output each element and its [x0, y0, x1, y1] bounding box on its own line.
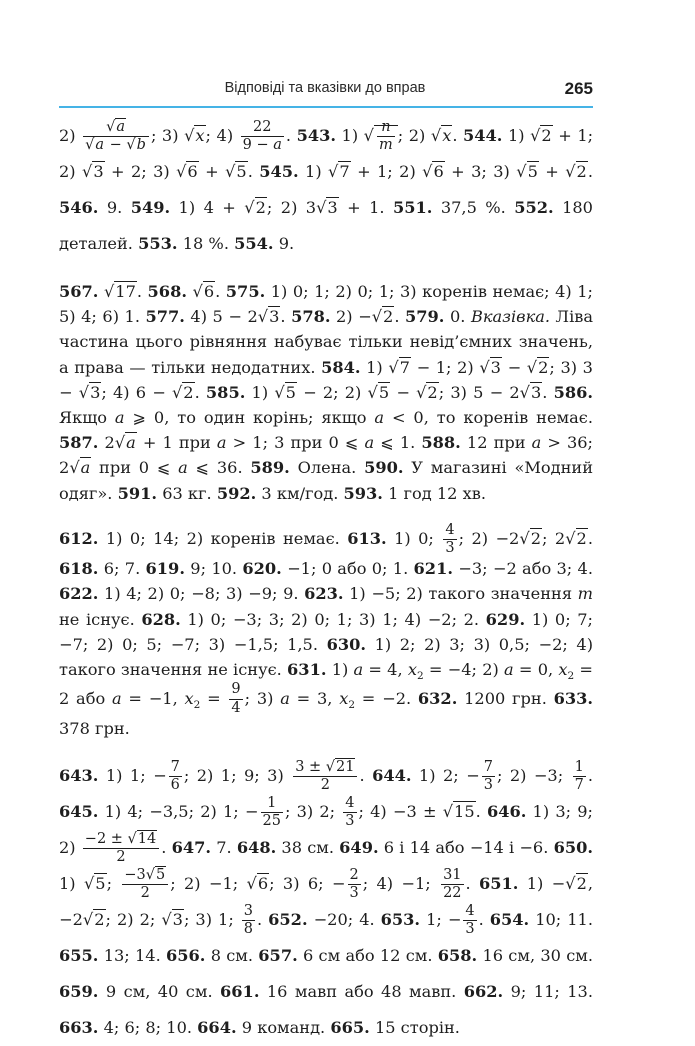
answers-block-1-text	[59, 118, 60, 119]
answers-block-3-typeset: 612. 1) 0; 14; 2) коренів немає. 613. 1) 0; $\frac{4}{3}$ ; 2) −2√2; 2√2. 618. 6; 7. 619. 9; 10. 620. −1; 0 або 0; 1. 621. −3; −2 або 3; 4. 622. 1) 4; 2) 0; −8; 3) −9; 9. 623. 1) −5; 2) такого значення m не існує. 628. 1) 0; −3; 3; 2) 0; 1; 3) 1; 4) −2; 2. 629. 1) 0; 7; −7; 2) 0; 5; −7; 3) −1,5; 1,5. 630. 1) 2; 2) 3; 3) 0,5; −2; 4) такого значення не існує. 631. 1) a = 4, $x_2 = -4$; 2) a = 0, $x_2 = 2$ або a = −1, $x_2$ = $\frac{9}{4}$ ; 3) a = 3, $x_2 = -2$. 632. 1200 грн. 633. 378 грн.	[59, 521, 594, 738]
answers-block-1-typeset: 2) $\frac{√a}{√a - √b}$ ; 3) √x; 4) $\frac{22}{9 - a}$ . 543. 1) √ $\frac{n}{m}$ ; 2) √x. 544. 1) √2 + 1; 2) √3 + 2; 3) √6 + √5. 545. 1) √7 + 1; 2) √6 + 3; 3) √5 + √2. 546. 9. 549. 1) 4 + √2; 2) 3√3 + 1. 551. 37,5 %. 552. 180 деталей. 553. 18 %. 554. 9.	[59, 118, 594, 253]
answers-block-3	[59, 523, 593, 741]
answers-content	[59, 118, 593, 1046]
running-head-title: Відповіді та вказівки до вправ	[224, 80, 426, 96]
answers-block-4-typeset: 643. 1) 1; − $\frac{7}{6}$ ; 2) 1; 9; 3) $\frac{3 \pm √21}{2}$ . 644. 1) 2; − $\frac{7}{3}$ ; 2) −3; $\frac{1}{7}$ . 645. 1) 4; −3,5; 2) 1; − $\frac{1}{25}$ ; 3) 2; $\frac{4}{3}$ ; 4) −3 ± √15. 646. 1) 3; 9; 2) $\frac{-2 \pm √14}{2}$ . 647. 7. 648. 38 см. 649. 6 і 14 або −14 і −6. 650. 1) √5; $\frac{-3√5}{2}$ ; 2) −1; √6; 3) 6; − $\frac{2}{3}$ ; 4) −1; $\frac{31}{22}$ . 651. 1) −√2, −2√2; 2) 2; √3; 3) 1; $\frac{3}{8}$ . 652. −20; 4. 653. 1; − $\frac{4}{3}$ . 654. 10; 11. 655. 13; 14. 656. 8 см. 657. 6 см або 12 см. 658. 16 см, 30 см. 659. 9 см, 40 см. 661. 16 мавп або 48 мавп. 662. 9; 11; 13. 663. 4; 6; 8; 10. 664. 9 команд. 665. 15 сторін.	[59, 758, 594, 1037]
answers-block-4	[59, 758, 593, 1046]
answers-block-4-text	[59, 758, 60, 759]
answers-block-2-typeset: 567. √17. 568. √6. 575. 1) 0; 1; 2) 0; 1; 3) коренів немає; 4) 1; 5) 4; 6) 1. 577. 4) 5 − 2√3. 578. 2) −√2. 579. 0. Вказівка. Ліва частина цього рівняння набуває тільки невід’ємних значень, а права — тільки недодатних. 584. 1) √7 − 1; 2) √3 − √2; 3) 3 − √3; 4) 6 − √2. 585. 1) √5 − 2; 2) √5 − √2; 3) 5 − 2√3. 586. Якщо a ⩾ 0, то один корінь; якщо a < 0, то коренів немає. 587. 2√a + 1 при a > 1; 3 при 0 ⩽ a ⩽ 1. 588. 12 при a > 36; 2√a при 0 ⩽ a ⩽ 36. 589. Олена. 590. У магазині «Модний одяг». 591. 63 кг. 592. 3 км/год. 593. 1 год 12 хв.	[59, 282, 594, 503]
answers-block-2-text	[59, 279, 60, 280]
page-number: 265	[564, 79, 593, 98]
header-rule	[59, 106, 593, 108]
answers-block-2	[59, 279, 593, 506]
answers-block-1	[59, 118, 593, 262]
answers-block-3-text	[59, 523, 60, 524]
